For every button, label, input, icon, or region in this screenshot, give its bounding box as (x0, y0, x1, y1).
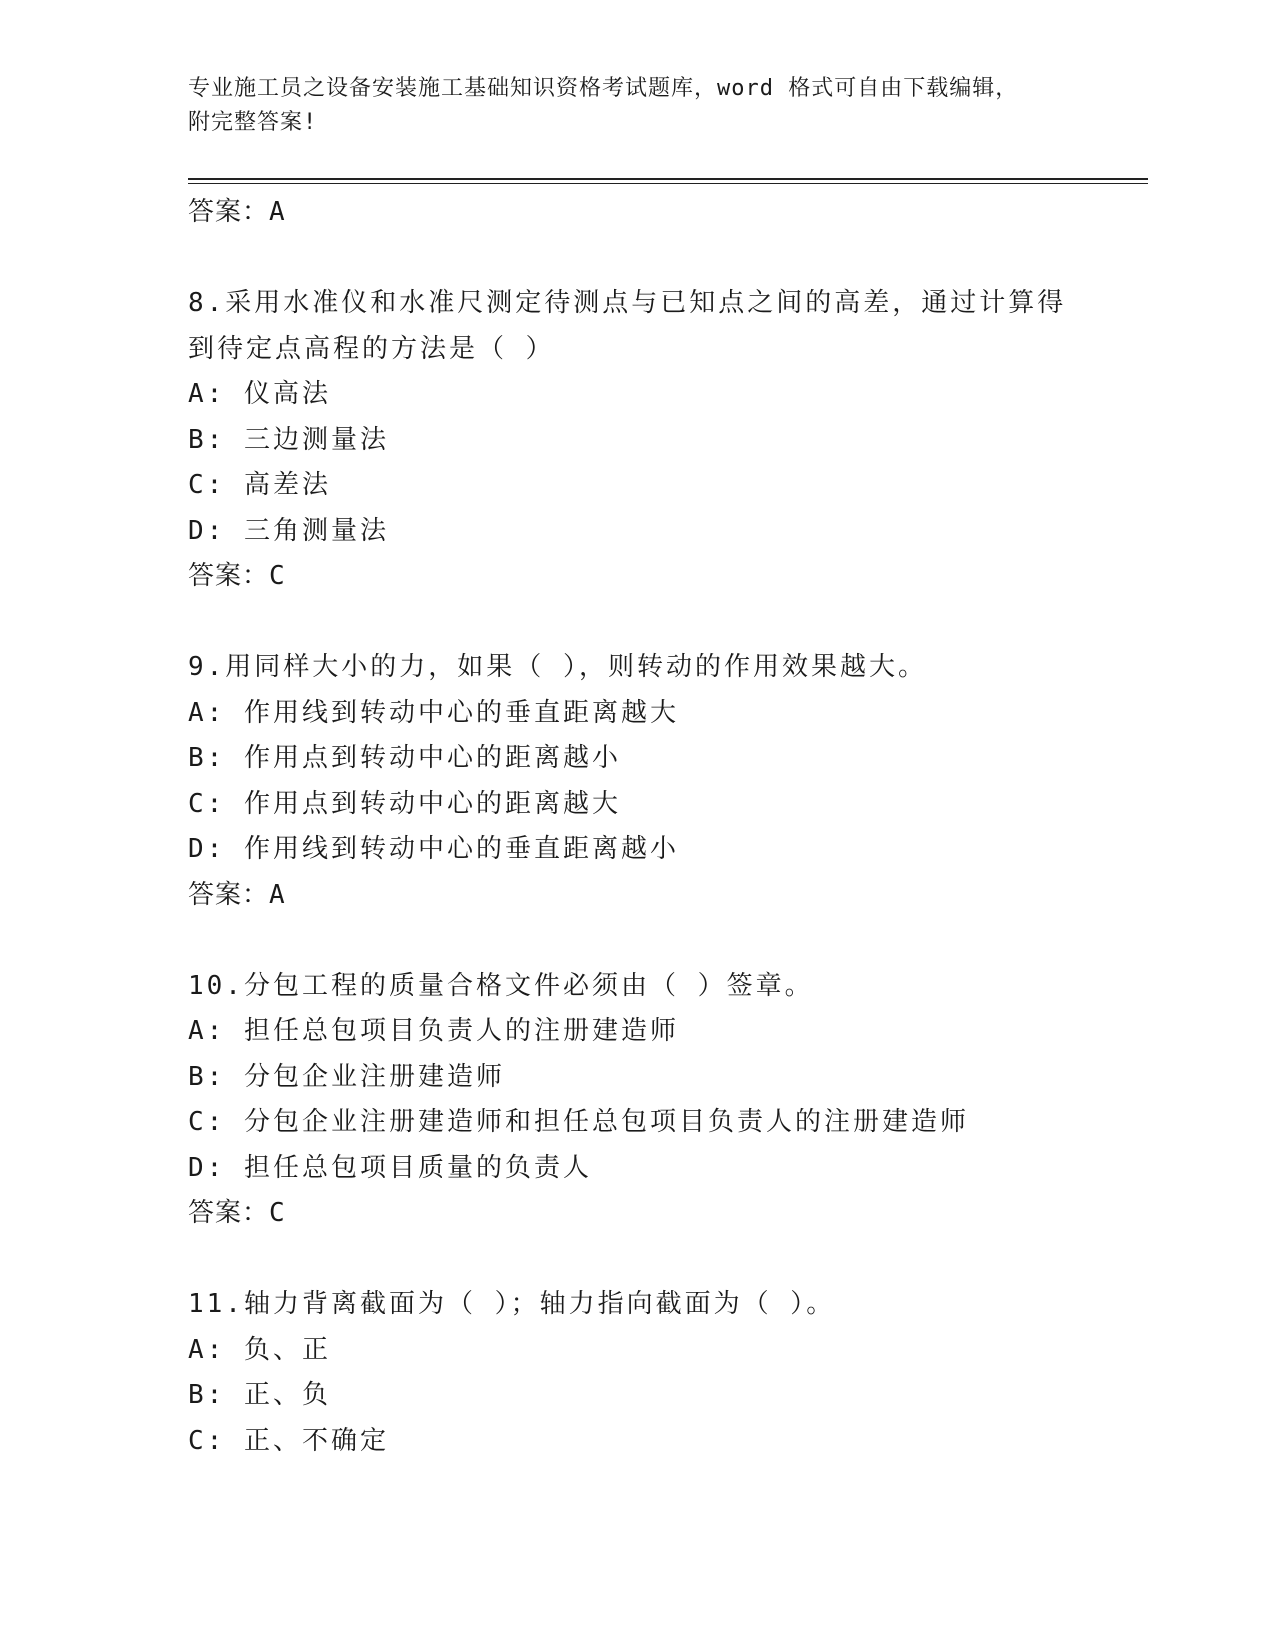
answer-line: 答案：C (188, 561, 286, 591)
option-a: A: 仪高法 (188, 379, 331, 409)
question-block (188, 1282, 1088, 1464)
option-a: A: 作用线到转动中心的垂直距离越大 (188, 697, 679, 728)
option-b: B: 三边测量法 (188, 424, 389, 455)
question-text: 11.轴力背离截面为（ ）；轴力指向截面为（ ）。 (188, 1289, 836, 1319)
spacer (188, 918, 1088, 964)
option-c: C: 正、不确定 (188, 1425, 389, 1456)
answer-line: 答案：A (188, 197, 286, 227)
option-d: D: 担任总包项目质量的负责人 (188, 1152, 592, 1183)
option-b: B: 作用点到转动中心的距离越小 (188, 743, 621, 773)
spacer (188, 600, 1088, 646)
spacer (188, 1237, 1088, 1283)
option-c: C: 分包企业注册建造师和担任总包项目负责人的注册建造师 (188, 1107, 969, 1137)
option-c: C: 高差法 (188, 470, 331, 500)
header-divider-thick (188, 178, 1148, 180)
question-block (188, 281, 1088, 600)
question-block (188, 964, 1088, 1237)
answer-line: 答案：C (188, 1198, 286, 1228)
header-line-2: 附完整答案! (188, 110, 318, 135)
question-block (188, 645, 1088, 918)
option-d: D: 三角测量法 (188, 515, 389, 546)
header-line-1: 专业施工员之设备安装施工基础知识资格考试题库，word 格式可自由下载编辑， (188, 76, 1019, 101)
option-a: A: 负、正 (188, 1334, 331, 1365)
option-b: B: 正、负 (188, 1380, 331, 1410)
question-text: 8.采用水准仪和水准尺测定待测点与已知点之间的高差，通过计算得 (188, 288, 1067, 318)
option-a: A: 担任总包项目负责人的注册建造师 (188, 1016, 679, 1046)
question-text: 9.用同样大小的力，如果（ ），则转动的作用效果越大。 (188, 652, 927, 682)
option-d: D: 作用线到转动中心的垂直距离越小 (188, 834, 679, 864)
document-header (188, 72, 1088, 140)
spacer (188, 236, 1088, 282)
answer-line: 答案：A (188, 879, 286, 910)
question-text: 10.分包工程的质量合格文件必须由（ ）签章。 (188, 970, 814, 1001)
question-text: 到待定点高程的方法是（ ） (188, 333, 555, 364)
header-divider-thin (188, 183, 1148, 184)
question-list (188, 190, 1088, 1464)
option-c: C: 作用点到转动中心的距离越大 (188, 788, 621, 819)
option-b: B: 分包企业注册建造师 (188, 1061, 505, 1092)
